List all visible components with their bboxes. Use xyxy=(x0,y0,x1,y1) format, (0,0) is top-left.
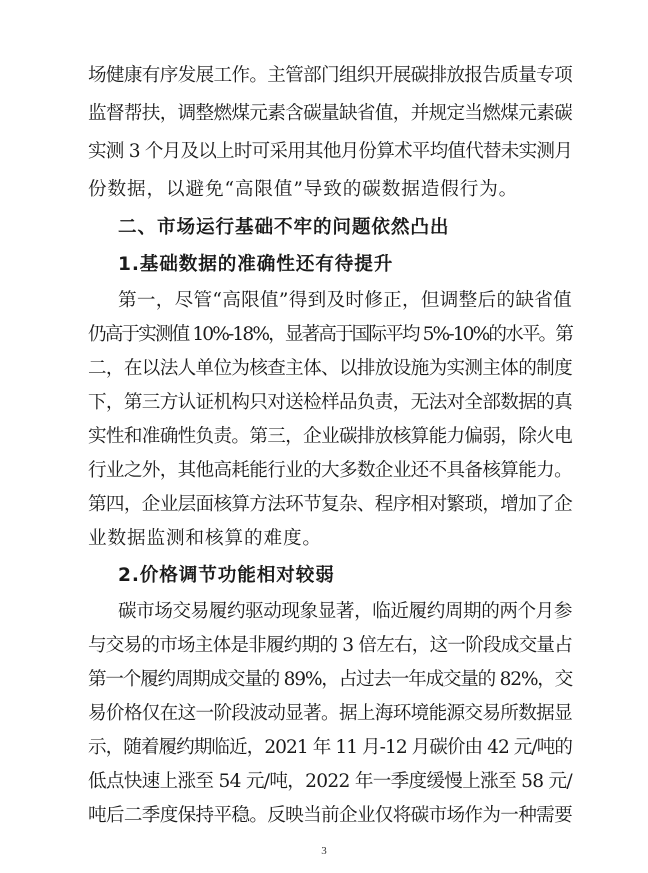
subsection-heading: 1.基础数据的准确性还有待提升 xyxy=(118,254,394,275)
body-text-line: 仍高于实测值 10%-18%，显著高于国际平均 5%-10%的水平。第 xyxy=(88,324,572,345)
body-text-line: 示，随着履约期临近，2021 年 11 月-12 月碳价由 42 元/吨的 xyxy=(88,737,573,758)
body-text-line: 第一，尽管“高限值”得到及时修正，但调整后的缺省值 xyxy=(118,290,572,311)
body-text-line: 吨后二季度保持平稳。反映当前企业仅将碳市场作为一种需要 xyxy=(88,805,572,826)
body-text-line: 行业之外，其他高耗能行业的大多数企业还不具备核算能力。 xyxy=(88,460,572,481)
body-text-line: 第一个履约周期成交量的 89%，占过去一年成交量的 82%，交 xyxy=(88,669,572,690)
body-text-line: 监督帮扶，调整燃煤元素含碳量缺省值，并规定当燃煤元素碳 xyxy=(88,103,572,124)
body-text-line: 场健康有序发展工作。主管部门组织开展碳排放报告质量专项 xyxy=(88,65,572,86)
body-text-line: 与交易的市场主体是非履约期的 3 倍左右，这一阶段成交量占 xyxy=(88,635,572,656)
body-text-line: 实测 3 个月及以上时可采用其他月份算术平均值代替未实测月 xyxy=(88,141,572,162)
body-text-line: 下，第三方认证机构只对送检样品负责，无法对全部数据的真 xyxy=(88,392,572,413)
section-heading: 二、市场运行基础不牢的问题依然凸出 xyxy=(118,217,450,238)
body-text-line: 碳市场交易履约驱动现象显著，临近履约周期的两个月参 xyxy=(118,601,572,622)
body-text-line: 二，在以法人单位为核查主体、以排放设施为实测主体的制度 xyxy=(88,358,572,379)
body-text-line: 第四，企业层面核算方法环节复杂、程序相对繁琐，增加了企 xyxy=(88,494,572,515)
body-text-line: 份数据，以避免“高限值”导致的碳数据造假行为。 xyxy=(88,179,519,200)
body-text-line: 低点快速上涨至 54 元/吨，2022 年一季度缓慢上涨至 58 元/ xyxy=(88,771,572,792)
body-text-line: 业数据监测和核算的难度。 xyxy=(88,528,322,549)
page-number: 3 xyxy=(321,845,327,857)
subsection-heading: 2.价格调节功能相对较弱 xyxy=(118,565,335,586)
body-text-line: 易价格仅在这一阶段波动显著。据上海环境能源交易所数据显 xyxy=(88,703,572,724)
body-text-line: 实性和准确性负责。第三，企业碳排放核算能力偏弱，除火电 xyxy=(88,426,572,447)
